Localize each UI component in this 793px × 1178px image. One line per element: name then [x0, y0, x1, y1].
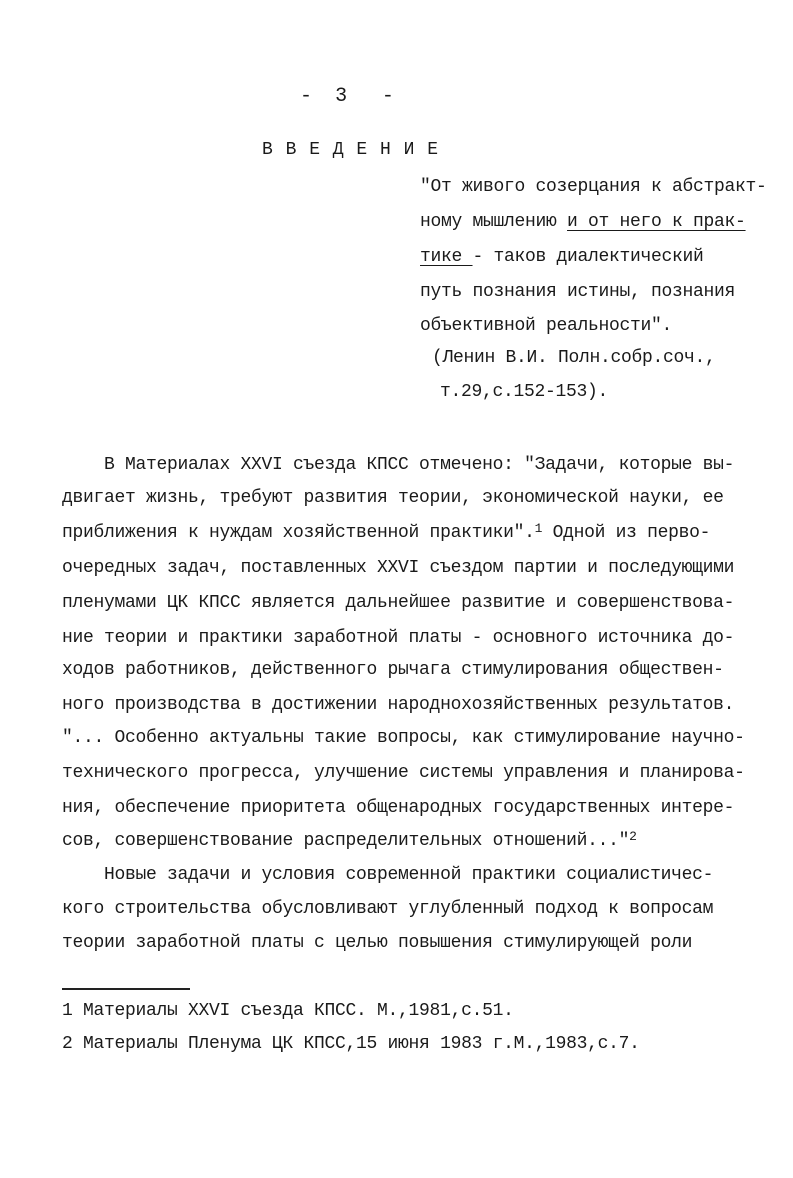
body-line: ния, обеспечение приоритета общенародных государственных интере- — [62, 798, 735, 818]
body-line: двигает жизнь, требуют развития теории, экономической науки, ее — [62, 488, 724, 508]
body-line: В Материалах XXVI съезда КПСС отмечено: "Задачи, которые вы- — [62, 455, 735, 475]
body-line: Новые задачи и условия современной практики социалистичес- — [62, 865, 714, 885]
body-text-span: Одной из перво- — [542, 523, 711, 543]
epigraph-line: "От живого созерцания к абстракт- — [420, 177, 767, 197]
body-line: "... Особенно актуальны такие вопросы, как стимулирование научно- — [62, 728, 745, 748]
body-line: технического прогресса, улучшение системы управления и планирова- — [62, 763, 745, 783]
body-text-span: приближения к нуждам хозяйственной практики". — [62, 523, 535, 543]
body-line: теории заработной платы с целью повышения стимулирующей роли — [62, 933, 693, 953]
underlined-text: тике — [420, 247, 473, 267]
epigraph-citation: (Ленин В.И. Полн.собр.соч., — [432, 348, 716, 368]
epigraph-line: путь познания истины, познания — [420, 282, 736, 302]
footnote-separator — [62, 988, 190, 990]
epigraph-line — [420, 245, 704, 269]
footnote-ref: 2 — [629, 829, 637, 844]
body-line: очередных задач, поставленных XXVI съездом партии и последующими — [62, 558, 735, 578]
body-text-span: сов, совершенствование распределительных отношений..." — [62, 831, 630, 851]
body-line — [62, 829, 637, 853]
footnote-2: 2 Материалы Пленума ЦК КПСС,15 июня 1983 г.М.,1983,с.7. — [62, 1034, 640, 1054]
underlined-text: и от него к прак- — [567, 212, 746, 232]
body-line — [62, 521, 710, 545]
epigraph-text: - таков диалектический — [472, 247, 704, 267]
body-line: пленумами ЦК КПСС является дальнейшее развитие и совершенствова- — [62, 593, 735, 613]
page-number: - 3 - — [300, 85, 394, 108]
epigraph-line — [420, 210, 746, 234]
section-heading: В В Е Д Е Н И Е — [262, 140, 440, 160]
epigraph-citation: т.29,с.152-153). — [440, 382, 609, 402]
body-line: ного производства в достижении народнохозяйственных результатов. — [62, 695, 735, 715]
footnote-1: 1 Материалы XXVI съезда КПСС. М.,1981,с.51. — [62, 1001, 514, 1021]
body-line: кого строительства обусловливают углубленный подход к вопросам — [62, 899, 714, 919]
body-line: ние теории и практики заработной платы - основного источника до- — [62, 628, 735, 648]
epigraph-text: ному мышлению — [420, 212, 568, 232]
footnote-ref: 1 — [534, 521, 543, 536]
epigraph-line: объективной реальности". — [420, 316, 673, 336]
body-line: ходов работников, действенного рычага стимулирования обществен- — [62, 660, 724, 680]
